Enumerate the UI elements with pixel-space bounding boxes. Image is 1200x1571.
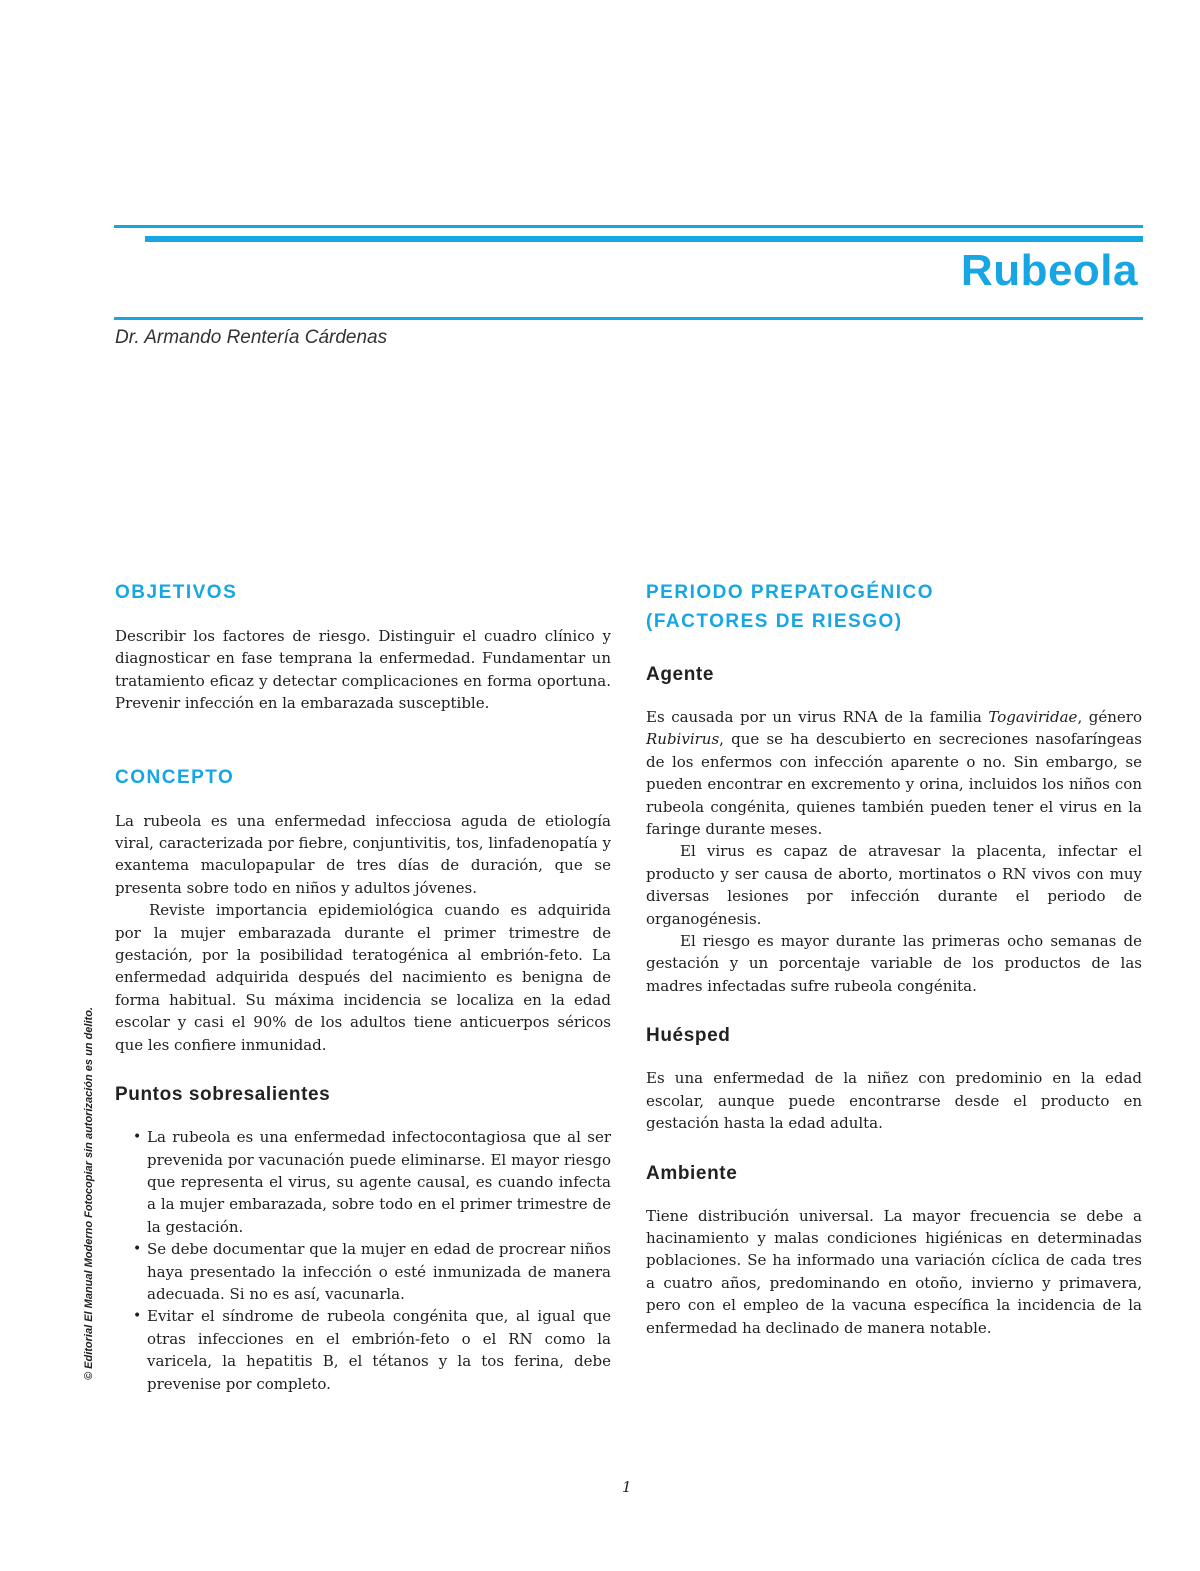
- bullet-icon: •: [133, 1308, 142, 1325]
- agente-paragraph-2: El virus es capaz de atravesar la placenta, infectar el producto y ser causa de aborto, mortinatos o RN vivos con muy diversas lesiones por infección durante el periodo de organogénesis.: [646, 842, 1142, 928]
- list-item-text: Se debe documentar que la mujer en edad de procrear niños haya presentado la infección o esté inmunizada de manera adecuada. Si no es así, vacunarla.: [147, 1240, 611, 1303]
- page-title: Rubeola: [960, 246, 1138, 295]
- periodo-heading-line-2: (FACTORES DE RIESGO): [646, 611, 903, 632]
- puntos-heading: Puntos sobresalientes: [115, 1084, 331, 1106]
- periodo-heading: [646, 578, 1142, 636]
- page-number: 1: [622, 1478, 632, 1496]
- ambiente-text: Tiene distribución universal. La mayor frecuencia se debe a hacinamiento y malas condiciones higiénicas en determinadas poblaciones. Se ha informado una variación cíclica de cada tres a cuatro años, predominando en otoño, invierno y primavera, pero con el empleo de la vacuna específica la incidencia de la enfermedad ha declinado de manera notable.: [646, 1206, 1142, 1337]
- top-rule-thin: [114, 225, 1143, 228]
- agente-text-b: , género: [1077, 708, 1142, 726]
- list-item: [115, 1238, 611, 1305]
- author: Dr. Armando Rentería Cárdenas: [115, 327, 388, 348]
- concepto-paragraph-1: La rubeola es una enfermedad infecciosa aguda de etiología viral, caracterizada por fiebre, conjuntivitis, tos, linfadenopatía y exantema maculopapular de tres días de duración, que se presenta sobre todo en niños y adultos jóvenes.: [115, 811, 611, 897]
- copyright-side-note: © Editorial El Manual Moderno Fotocopiar sin autorización es un delito.: [83, 1007, 95, 1380]
- agente-paragraph-3: El riesgo es mayor durante las primeras ocho semanas de gestación y un porcentaje variable de los productos de las madres infectadas sufre rubeola congénita.: [646, 932, 1142, 995]
- bullet-icon: •: [133, 1129, 142, 1146]
- objetivos-text: Describir los factores de riesgo. Distinguir el cuadro clínico y diagnosticar en fase temprana la enfermedad. Fundamentar un tratamiento eficaz y detectar complicaciones en forma oportuna. Prevenir infección en la embarazada susceptible.: [115, 627, 611, 713]
- agente-text-c: , que se ha descubierto en secreciones nasofaríngeas de los enfermos con infección aparente o no. Sin embargo, se pueden encontrar en excremento y orina, incluidos los niños con rubeola congénita, quienes también pueden tener el virus en la faringe durante meses.: [646, 730, 1142, 839]
- periodo-heading-line-1: PERIODO PREPATOGÉNICO: [646, 582, 935, 603]
- right-column: [646, 578, 1142, 1339]
- virus-genus: Rubivirus: [646, 730, 720, 749]
- virus-family: Togaviridae: [988, 708, 1078, 726]
- huesped-text: Es una enfermedad de la niñez con predominio en la edad escolar, aunque puede encontrarse desde el producto en gestación hasta la edad adulta.: [646, 1069, 1142, 1133]
- left-column: [115, 578, 611, 1395]
- list-item-text: Evitar el síndrome de rubeola congénita que, al igual que otras infecciones en el embrión-feto o el RN como la varicela, la hepatitis B, el tétanos y la tos ferina, debe prevenise por completo.: [147, 1307, 611, 1393]
- agente-paragraph-1: [646, 706, 1142, 840]
- list-item-text: La rubeola es una enfermedad infectocontagiosa que al ser prevenida por vacunación puede eliminarse. El mayor riesgo que representa el virus, su agente causal, es cuando infecta a la mujer embarazada, sobre todo en el primer trimestre de la gestación.: [147, 1128, 611, 1236]
- agente-text-a: Es causada por un virus RNA de la familia: [646, 708, 989, 726]
- title-underline: [114, 317, 1143, 320]
- concepto-paragraph-2: Reviste importancia epidemiológica cuando es adquirida por la mujer embarazada durante el primer trimestre de gestación, por la posibilidad teratogénica al embrión-feto. La enfermedad adquirida después del nacimiento es benigna de forma habitual. Su máxima incidencia se localiza en la edad escolar y casi el 90% de los adultos tiene anticuerpos séricos que les confiere inmunidad.: [115, 901, 611, 1054]
- huesped-heading: Huésped: [646, 1025, 731, 1047]
- agente-heading: Agente: [646, 664, 714, 685]
- concepto-heading: CONCEPTO: [115, 766, 235, 788]
- objetivos-heading: OBJETIVOS: [115, 582, 238, 603]
- bullet-icon: •: [133, 1241, 142, 1258]
- puntos-list: [115, 1126, 611, 1395]
- list-item: [115, 1305, 611, 1395]
- top-rule-thick: [145, 236, 1143, 242]
- list-item: [115, 1126, 611, 1238]
- ambiente-heading: Ambiente: [646, 1162, 738, 1184]
